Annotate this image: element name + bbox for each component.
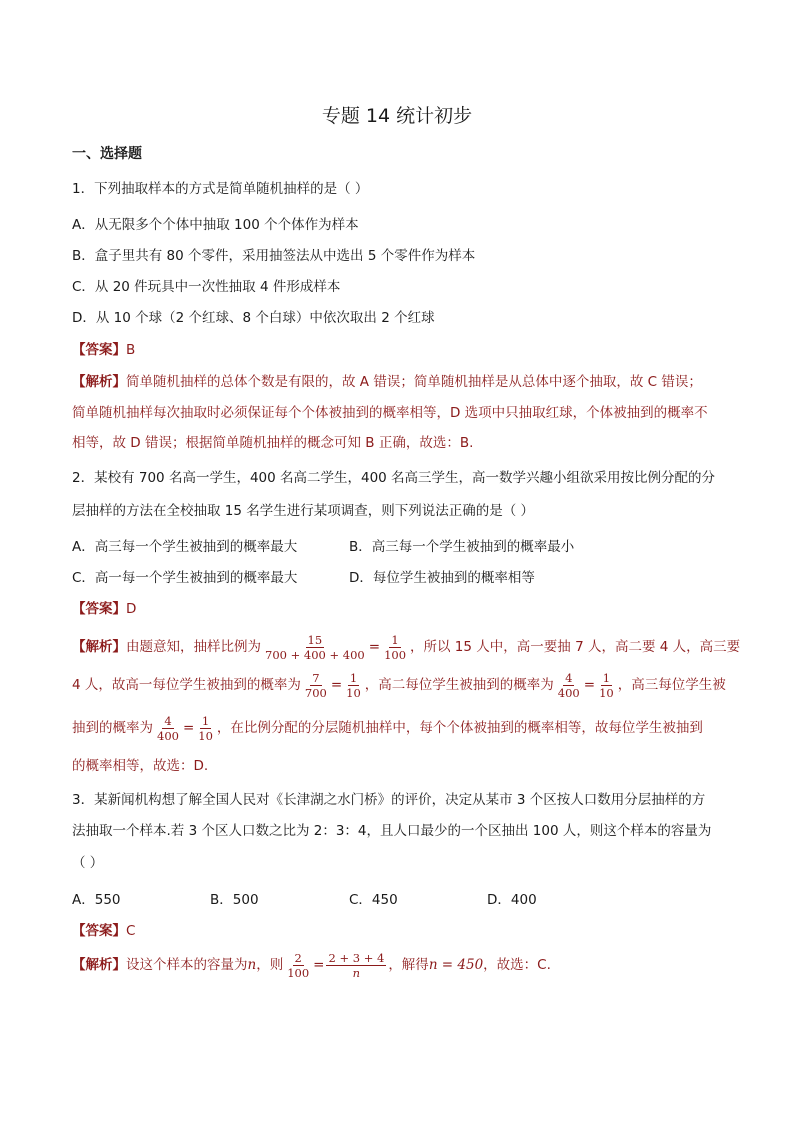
analysis-text: 简单随机抽样的总体个数是有限的，故 A 错误；简单随机抽样是从总体中逐个抽取，故 C 错误； (126, 374, 702, 390)
q3-option-a: A．550 (72, 892, 121, 908)
fraction-denominator: n (352, 965, 361, 980)
analysis-text: 由题意知，抽样比例为 (126, 639, 261, 655)
q2-analysis-line-2 (72, 668, 726, 702)
fraction (344, 671, 363, 700)
q2-stem-line-1: 2．某校有 700 名高一学生，400 名高二学生，400 名高三学生，高一数学兴趣小组欲采用按比例分配的分 (72, 470, 716, 486)
analysis-text: 设这个样本的容量为 (126, 957, 248, 973)
q2-analysis-line-4: 的概率相等，故选：D. (72, 758, 209, 774)
q2-option-a: A．高三每一个学生被抽到的概率最大 (72, 539, 298, 555)
fraction-numerator: 1 (391, 632, 399, 647)
q2-analysis-line-3 (72, 711, 703, 745)
q3-option-d: D．400 (487, 892, 537, 908)
q1-option-c: C．从 20 件玩具中一次性抽取 4 件形成样本 (72, 279, 341, 295)
fraction-numerator: 1 (349, 670, 358, 685)
analysis-text: ，所以 15 人中，高一要抽 7 人，高二要 4 人，高三要 (410, 639, 741, 655)
q1-analysis-line-3: 相等，故 D 错误；根据简单随机抽样的概念可知 B 正确，故选：B. (72, 435, 474, 451)
analysis-tag: 【解析】 (72, 639, 126, 655)
q1-option-d: D．从 10 个球（2 个红球、8 个白球）中依次取出 2 个红球 (72, 310, 435, 326)
q3-analysis-line-1 (72, 948, 551, 982)
q1-analysis-line-1 (72, 372, 702, 392)
variable-n: n (247, 957, 257, 973)
analysis-text: 4 人，故高一每位学生被抽到的概率为 (72, 677, 301, 693)
fraction (597, 671, 616, 700)
fraction-numerator: 4 (164, 713, 172, 728)
q3-stem-line-3: （ ） (72, 855, 104, 871)
fraction-numerator: 7 (312, 670, 320, 685)
fraction-denominator: 10 (198, 728, 213, 743)
fraction-numerator: 2 + 3 + 4 (328, 950, 385, 965)
answer-tag: 【答案】 (72, 342, 126, 358)
q3-stem-line-1: 3．某新闻机构想了解全国人民对《长津湖之水门桥》的评价，决定从某市 3 个区按人口数用分层抽样的方 (72, 792, 706, 808)
fraction (556, 671, 582, 700)
q2-answer (72, 599, 136, 619)
fraction-denominator: 100 (287, 965, 310, 980)
q2-option-b: B．高三每一个学生被抽到的概率最小 (349, 539, 575, 555)
q2-analysis-line-1 (72, 630, 740, 664)
fraction (155, 714, 181, 743)
answer-tag: 【答案】 (72, 601, 126, 617)
analysis-tag: 【解析】 (72, 374, 126, 390)
q3-option-c: C．450 (349, 892, 398, 908)
fraction-denominator: 700 + 400 + 400 (265, 647, 365, 662)
q3-option-b: B．500 (210, 892, 259, 908)
equals-sign: = (313, 957, 325, 973)
fraction-denominator: 700 (304, 685, 327, 700)
analysis-text: ，故选：C. (483, 957, 551, 973)
answer-value: C (126, 923, 136, 939)
fraction (285, 951, 311, 980)
analysis-text: ，在比例分配的分层随机抽样中，每个个体被抽到的概率相等，故每位学生被抽到 (216, 720, 703, 736)
equals-sign: = (182, 720, 195, 736)
result-expression: n = 450 (428, 957, 484, 973)
fraction-denominator: 100 (384, 647, 407, 662)
fraction (196, 714, 215, 743)
fraction-denominator: 400 (157, 728, 179, 743)
q3-answer (72, 921, 135, 941)
equals-sign: = (583, 677, 596, 693)
page-title: 专题 14 统计初步 (321, 105, 473, 127)
fraction-numerator: 4 (565, 670, 573, 685)
q1-option-a: A．从无限多个个体中抽取 100 个个体作为样本 (72, 217, 359, 233)
answer-value: B (126, 342, 136, 358)
q1-analysis-line-2: 简单随机抽样每次抽取时必须保证每个个体被抽到的概率相等，D 选项中只抽取红球，个体被抽到的概率不 (72, 405, 708, 421)
q1-option-b: B．盒子里共有 80 个零件，采用抽签法从中选出 5 个零件作为样本 (72, 248, 476, 264)
q2-option-d: D．每位学生被抽到的概率相等 (349, 570, 535, 586)
analysis-text: 抽到的概率为 (72, 720, 153, 736)
q1-answer (72, 340, 135, 360)
q2-option-c: C．高一每一个学生被抽到的概率最大 (72, 570, 298, 586)
fraction (303, 671, 329, 700)
q3-stem-line-2: 法抽取一个样本.若 3 个区人口数之比为 2：3：4，且人口最少的一个区抽出 100 人，则这个样本的容量为 (72, 823, 712, 839)
fraction (263, 633, 367, 662)
section-heading: 一、选择题 (72, 146, 142, 162)
equals-sign: = (368, 639, 381, 655)
answer-value: D (126, 601, 137, 617)
fraction-denominator: 400 (557, 685, 580, 700)
fraction (326, 951, 386, 980)
q2-stem-line-2: 层抽样的方法在全校抽取 15 名学生进行某项调查，则下列说法正确的是（ ） (72, 503, 535, 519)
fraction (382, 633, 408, 662)
equals-sign: = (330, 677, 343, 693)
analysis-text: ，高二每位学生被抽到的概率为 (364, 677, 554, 693)
analysis-tag: 【解析】 (72, 957, 126, 973)
fraction-numerator: 15 (307, 632, 323, 647)
answer-tag: 【答案】 (72, 923, 126, 939)
fraction-denominator: 10 (599, 685, 614, 700)
analysis-text: ，解得 (388, 957, 429, 973)
fraction-numerator: 1 (201, 713, 210, 728)
fraction-numerator: 1 (602, 670, 611, 685)
fraction-numerator: 2 (294, 950, 302, 965)
analysis-text: ，则 (256, 957, 284, 973)
q1-stem: 1．下列抽取样本的方式是简单随机抽样的是（ ） (72, 181, 369, 197)
analysis-text: ，高三每位学生被 (617, 677, 726, 693)
fraction-denominator: 10 (346, 685, 361, 700)
